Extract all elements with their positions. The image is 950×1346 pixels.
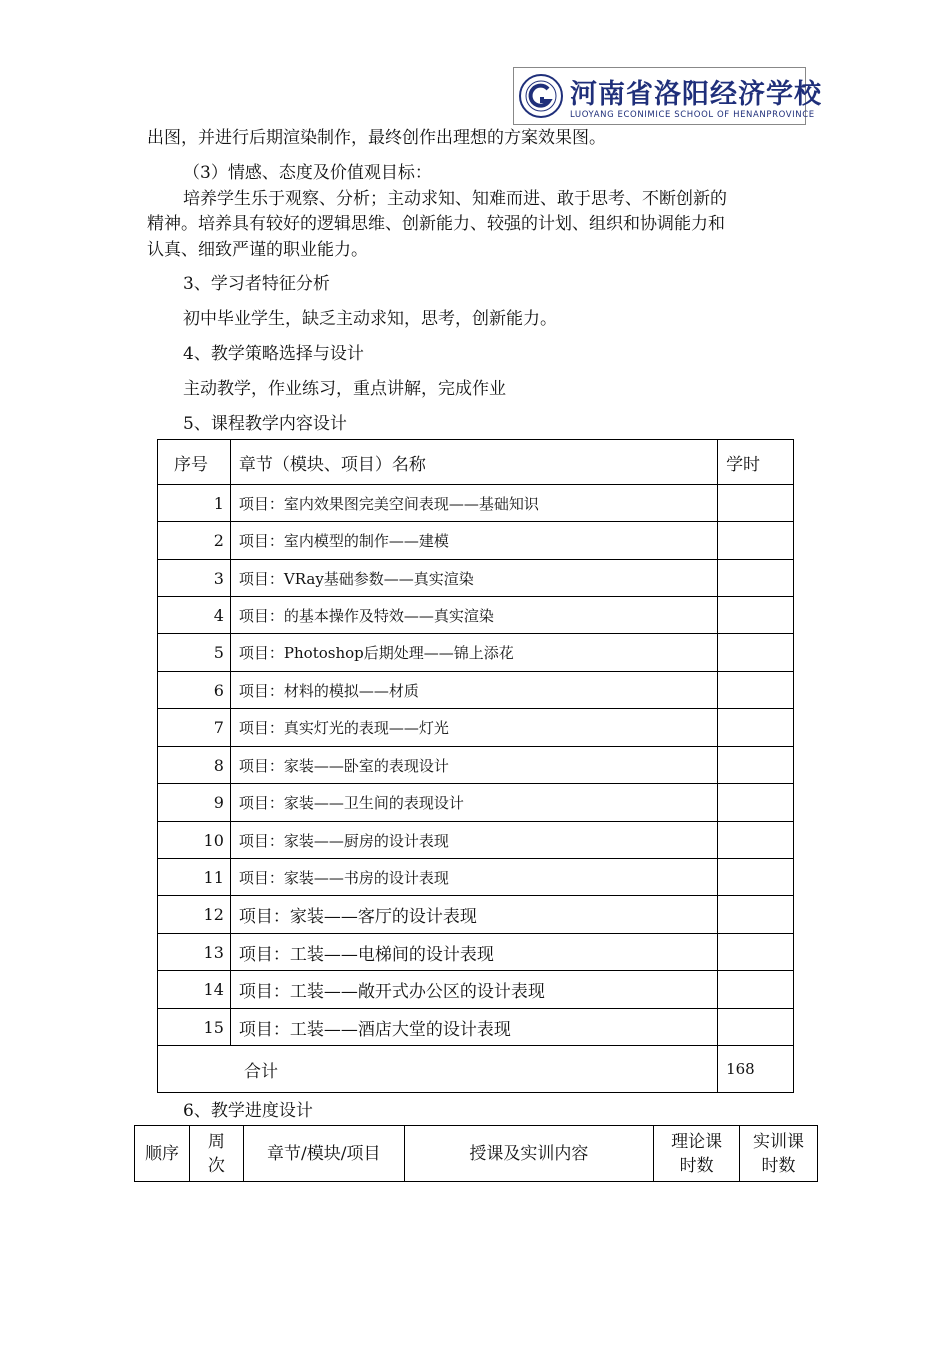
row-name: 项目：材料的模拟——材质 xyxy=(230,672,717,709)
table-row xyxy=(158,934,794,971)
row-seq: 1 xyxy=(158,485,231,522)
row-name: 项目：工装——酒店大堂的设计表现 xyxy=(230,1009,717,1046)
row-seq: 12 xyxy=(158,896,231,934)
row-name: 项目：真实灯光的表现——灯光 xyxy=(230,709,717,747)
total-hours: 168 xyxy=(718,1046,794,1093)
table-row xyxy=(158,560,794,597)
school-name: 河南省洛阳经济学校 xyxy=(570,79,822,110)
row-hours xyxy=(718,971,794,1009)
row-hours xyxy=(718,597,794,634)
header-practice-line1: 实训课 xyxy=(753,1131,805,1152)
row-seq: 6 xyxy=(158,672,231,709)
row-name: 项目：室内模型的制作——建模 xyxy=(230,522,717,560)
table-row xyxy=(158,672,794,709)
row-seq: 13 xyxy=(158,934,231,971)
header-seq: 序号 xyxy=(158,440,231,485)
row-seq: 3 xyxy=(158,560,231,597)
row-hours xyxy=(718,859,794,896)
row-hours xyxy=(718,672,794,709)
section-title: 4、教学策略选择与设计 xyxy=(183,344,364,364)
row-name: 项目：家装——书房的设计表现 xyxy=(230,859,717,896)
row-seq: 7 xyxy=(158,709,231,747)
table-total-row xyxy=(158,1046,794,1093)
table-row xyxy=(158,485,794,522)
row-name: 项目：家装——卫生间的表现设计 xyxy=(230,784,717,822)
row-name: 项目：VRay基础参数——真实渲染 xyxy=(230,560,717,597)
row-name: 项目：家装——客厅的设计表现 xyxy=(230,896,717,934)
paragraph-line: 初中毕业学生，缺乏主动求知，思考，创新能力。 xyxy=(183,309,557,329)
row-name: 项目：家装——卧室的表现设计 xyxy=(230,747,717,784)
header-week xyxy=(189,1126,243,1182)
paragraph-line: 出图，并进行后期渲染制作，最终创作出理想的方案效果图。 xyxy=(147,128,606,148)
row-hours xyxy=(718,784,794,822)
row-seq: 14 xyxy=(158,971,231,1009)
row-hours xyxy=(718,1009,794,1046)
total-label: 合计 xyxy=(158,1046,718,1093)
row-name: 项目：工装——电梯间的设计表现 xyxy=(230,934,717,971)
row-seq: 4 xyxy=(158,597,231,634)
course-content-table xyxy=(157,439,794,1093)
header-practice-line2: 时数 xyxy=(761,1155,796,1176)
row-name: 项目：工装——敞开式办公区的设计表现 xyxy=(230,971,717,1009)
table-header-row xyxy=(135,1126,818,1182)
row-seq: 11 xyxy=(158,859,231,896)
section-title: 6、教学进度设计 xyxy=(183,1101,313,1121)
table-row xyxy=(158,634,794,672)
row-seq: 10 xyxy=(158,822,231,859)
row-seq: 8 xyxy=(158,747,231,784)
row-hours xyxy=(718,560,794,597)
school-logo xyxy=(513,67,822,125)
paragraph-line: 认真、细致严谨的职业能力。 xyxy=(147,240,368,260)
row-name: 项目：的基本操作及特效——真实渲染 xyxy=(230,597,717,634)
table-row xyxy=(158,597,794,634)
school-emblem-icon xyxy=(518,73,564,119)
table-row xyxy=(158,747,794,784)
row-seq: 5 xyxy=(158,634,231,672)
paragraph-line: 精神。培养具有较好的逻辑思维、创新能力、较强的计划、组织和协调能力和 xyxy=(147,214,725,234)
header-order: 顺序 xyxy=(135,1126,190,1182)
table-header-row xyxy=(158,440,794,485)
table-row xyxy=(158,1009,794,1046)
header-theory-hours xyxy=(654,1126,740,1182)
teaching-progress-table xyxy=(134,1125,818,1182)
row-hours xyxy=(718,934,794,971)
section-title: 5、课程教学内容设计 xyxy=(183,414,347,434)
row-name: 项目：家装——厨房的设计表现 xyxy=(230,822,717,859)
table-row xyxy=(158,822,794,859)
table-row xyxy=(158,709,794,747)
table-row xyxy=(158,522,794,560)
section-title: 3、学习者特征分析 xyxy=(183,274,330,294)
row-hours xyxy=(718,747,794,784)
table-row xyxy=(158,971,794,1009)
table-row xyxy=(158,859,794,896)
row-seq: 9 xyxy=(158,784,231,822)
row-hours xyxy=(718,522,794,560)
row-hours xyxy=(718,822,794,859)
header-chapter: 章节/模块/项目 xyxy=(243,1126,404,1182)
table-row xyxy=(158,784,794,822)
school-name-en: LUOYANG ECONIMICE SCHOOL OF HENANPROVINCE xyxy=(570,110,815,120)
header-week-line1: 周 xyxy=(207,1131,225,1152)
header-name: 章节（模块、项目）名称 xyxy=(230,440,717,485)
paragraph-line: 主动教学，作业练习，重点讲解，完成作业 xyxy=(183,379,506,399)
row-hours xyxy=(718,896,794,934)
row-name: 项目：室内效果图完美空间表现——基础知识 xyxy=(230,485,717,522)
goal3-title: （3）情感、态度及价值观目标： xyxy=(183,163,432,183)
header-week-line2: 次 xyxy=(207,1155,225,1176)
table-row xyxy=(158,896,794,934)
row-seq: 15 xyxy=(158,1009,231,1046)
header-hours: 学时 xyxy=(718,440,794,485)
row-seq: 2 xyxy=(158,522,231,560)
row-hours xyxy=(718,485,794,522)
row-hours xyxy=(718,709,794,747)
row-name: 项目：Photoshop后期处理——锦上添花 xyxy=(230,634,717,672)
header-practice-hours xyxy=(740,1126,818,1182)
row-hours xyxy=(718,634,794,672)
header-theory-line1: 理论课 xyxy=(671,1131,723,1152)
paragraph-line: 培养学生乐于观察、分析；主动求知、知难而进、敢于思考、不断创新的 xyxy=(183,189,727,209)
header-theory-line2: 时数 xyxy=(679,1155,714,1176)
header-content: 授课及实训内容 xyxy=(404,1126,654,1182)
